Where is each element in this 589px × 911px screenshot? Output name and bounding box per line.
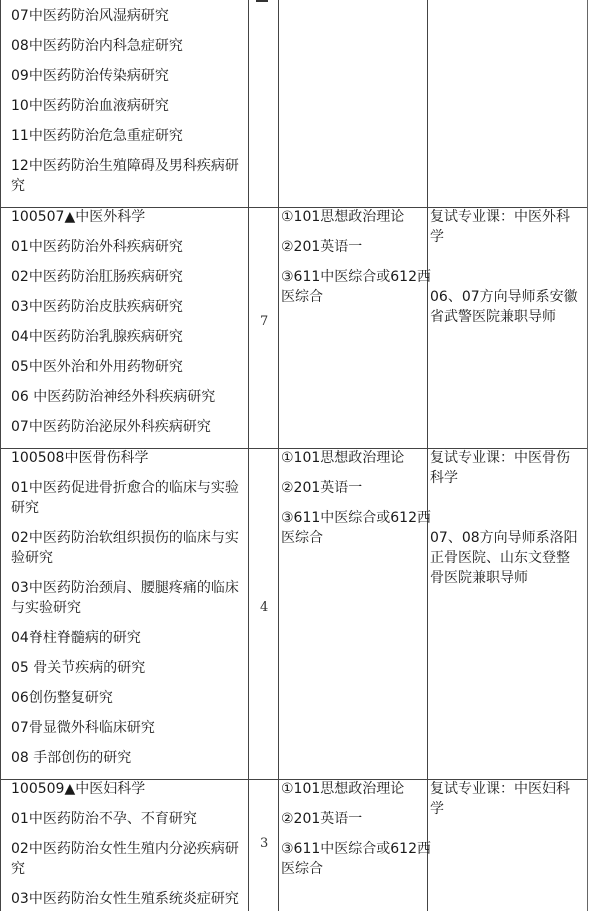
research-direction: 12中医药防治生殖障碍及男科疾病研 (11, 158, 239, 174)
exam-subject: ③611中医综合或612西 (281, 269, 431, 285)
remark: 正骨医院、山东文登整 (430, 550, 570, 566)
research-direction: 07中医药防治泌尿外科疾病研究 (11, 419, 211, 435)
remark: 学 (430, 801, 444, 817)
remark: 学 (430, 229, 444, 245)
research-direction: 03中医药防治皮肤疾病研究 (11, 299, 183, 315)
research-direction: 研究 (11, 500, 39, 516)
research-direction: 01中医药防治外科疾病研究 (11, 239, 183, 255)
remark: 省武警医院兼职导师 (430, 309, 556, 325)
enrollment-count: 7 (260, 314, 269, 329)
research-direction: 06创伤整复研究 (11, 690, 113, 706)
research-direction: 05中医外治和外用药物研究 (11, 359, 183, 375)
exam-subject: ①101思想政治理论 (281, 209, 405, 225)
exam-subject: ③611中医综合或612西 (281, 510, 431, 526)
exam-subject: 医综合 (281, 861, 323, 877)
research-direction: 03中医药防治颈肩、腰腿疼痛的临床 (11, 580, 239, 596)
research-direction: 02中医药防治女性生殖内分泌疾病研 (11, 841, 239, 857)
exam-subject: ②201英语一 (281, 811, 363, 827)
major-title: 100508中医骨伤科学 (11, 450, 149, 466)
research-direction: 02中医药防治肛肠疾病研究 (11, 269, 183, 285)
exam-subject: ③611中医综合或612西 (281, 841, 431, 857)
research-direction: 与实验研究 (11, 600, 81, 616)
exam-subject: ②201英语一 (281, 480, 363, 496)
exam-subject: ①101思想政治理论 (281, 450, 405, 466)
research-direction: 02中医药防治软组织损伤的临床与实 (11, 530, 239, 546)
column-divider-1 (248, 0, 249, 911)
research-direction: 04脊柱脊髓病的研究 (11, 630, 141, 646)
research-direction: 10中医药防治血液病研究 (11, 98, 169, 114)
table-border-right (587, 0, 588, 911)
remark: 科学 (430, 470, 458, 486)
cut-off-count-mark (256, 0, 268, 2)
remark: 07、08方向导师系洛阳 (430, 530, 578, 546)
research-direction: 05 骨关节疾病的研究 (11, 660, 146, 676)
research-direction: 06 中医药防治神经外科疾病研究 (11, 389, 216, 405)
column-divider-2 (278, 0, 279, 911)
remark: 复试专业课：中医骨伤 (430, 450, 570, 466)
remark: 06、07方向导师系安徽 (430, 289, 578, 305)
research-direction: 01中医药防治不孕、不育研究 (11, 811, 197, 827)
major-title: 100507▲中医外科学 (11, 209, 146, 225)
research-direction: 验研究 (11, 550, 53, 566)
research-direction: 究 (11, 178, 25, 194)
exam-subject: 医综合 (281, 289, 323, 305)
research-direction: 03中医药防治女性生殖系统炎症研究 (11, 891, 239, 907)
remark: 复试专业课：中医妇科 (430, 781, 570, 797)
research-direction: 07骨显微外科临床研究 (11, 720, 155, 736)
research-direction: 09中医药防治传染病研究 (11, 68, 169, 84)
research-direction: 04中医药防治乳腺疾病研究 (11, 329, 183, 345)
research-direction: 究 (11, 861, 25, 877)
exam-subject: 医综合 (281, 530, 323, 546)
research-direction: 08 手部创伤的研究 (11, 750, 132, 766)
column-divider-3 (427, 0, 428, 911)
research-direction: 01中医药促进骨折愈合的临床与实验 (11, 480, 239, 496)
remark: 复试专业课：中医外科 (430, 209, 570, 225)
enrollment-count: 4 (260, 600, 269, 615)
research-direction: 07中医药防治风湿病研究 (11, 8, 169, 24)
exam-subject: ①101思想政治理论 (281, 781, 405, 797)
exam-subject: ②201英语一 (281, 239, 363, 255)
research-direction: 08中医药防治内科急症研究 (11, 38, 183, 54)
research-direction: 11中医药防治危急重症研究 (11, 128, 183, 144)
major-title: 100509▲中医妇科学 (11, 781, 146, 797)
enrollment-count: 3 (260, 836, 269, 851)
remark: 骨医院兼职导师 (430, 570, 528, 586)
table-border-left (0, 0, 1, 911)
